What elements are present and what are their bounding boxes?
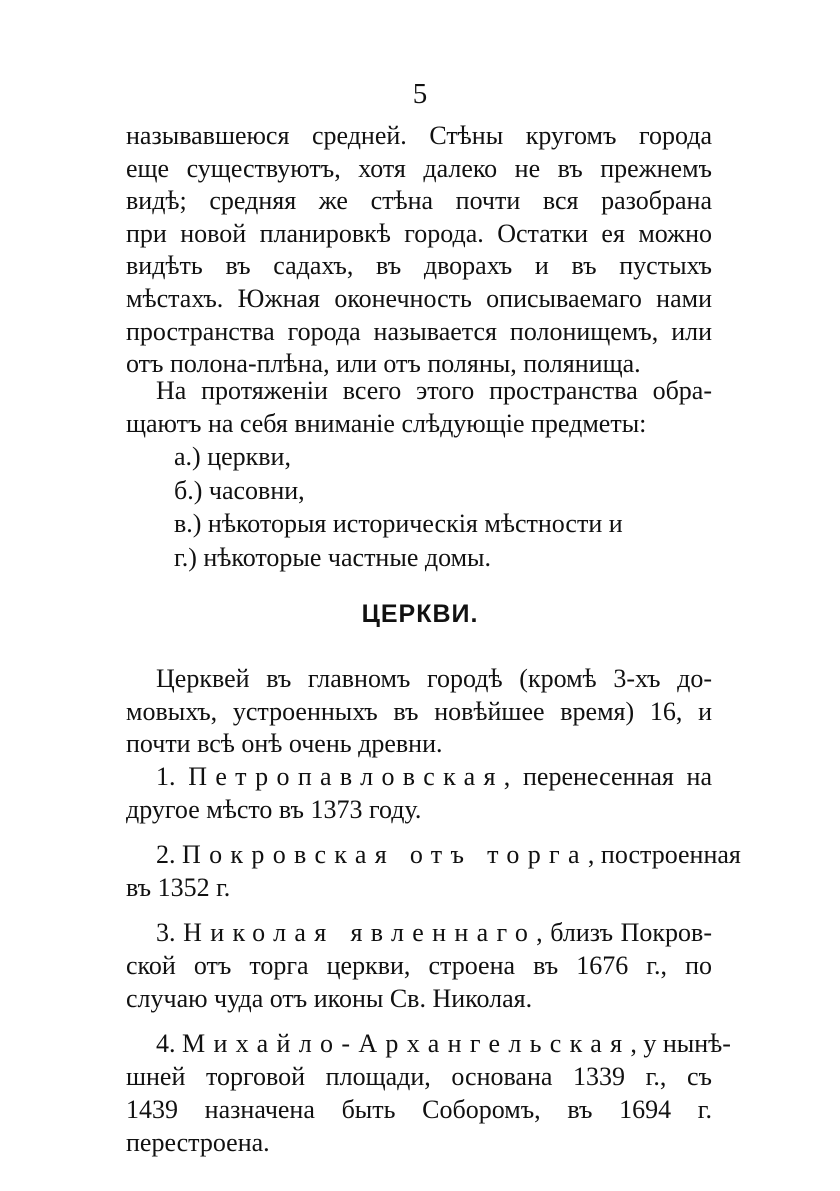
church-name: Николая явленнаго [183,918,537,947]
entry-number: 1. [156,762,176,791]
text-line: шней торговой площади, основана 1339 г., съ [126,1062,712,1091]
paragraph-churches-intro [126,663,712,761]
page-number: 5 [412,78,428,110]
church-name: Михайло-Архангельская [182,1029,631,1058]
church-name: Петропавловская [188,762,504,791]
text-line: перестроена. [126,1128,270,1157]
entry-text: , перенесенная на [503,762,712,791]
church-entry [126,1027,731,1159]
list-item: в.) нѣкоторыя историческія мѣстности и [174,509,623,538]
text-line: случаю чуда отъ иконы Св. Николая. [126,984,533,1013]
text-line: отъ полона-плѣна, или отъ поляны, полянища. [126,349,641,379]
church-entry [126,916,712,1015]
entry-text: , у нынѣ- [630,1029,731,1058]
church-entry [126,760,712,826]
section-heading: ЦЕРКВИ. [361,600,479,628]
objects-list [174,440,623,574]
text-line: ской отъ торга церкви, строена въ 1676 г., по [126,951,712,980]
church-entry [126,838,741,904]
text-line [126,760,712,793]
entry-number: 4. [156,1029,176,1058]
list-item: б.) часовни, [174,475,305,505]
text-line: въ 1352 г. [126,873,231,902]
list-item: г.) нѣкоторые частные домы. [174,542,492,572]
text-line: На протяженіи всего этого пространства обра- [156,376,712,405]
text-line: почти всѣ онѣ очень древни. [126,729,443,759]
text-line: мовыхъ, устроенныхъ въ новѣйшее время) 16, и [126,696,712,726]
text-line: Церквей въ главномъ городѣ (кромѣ 3-хъ до- [156,664,712,693]
church-name: Покровская отъ торга [182,840,588,869]
text-line [126,1027,731,1060]
paragraph-city-walls [126,120,712,381]
text-line: видѣ; средняя же стѣна почти вся разобрана [126,186,712,216]
entry-text: , близъ Покров- [536,918,712,947]
text-line: пространства города называется полонищемъ, или [126,316,712,346]
text-line: другое мѣсто въ 1373 году. [126,795,422,824]
paragraph-objects [126,375,712,440]
text-line: видѣть въ садахъ, въ дворахъ и въ пустыхъ [126,251,712,281]
text-line: называвшеюся средней. Стѣны кругомъ города [126,121,712,150]
entry-number: 3. [156,918,176,947]
text-line: при новой планировкѣ города. Остатки ея можно [126,218,712,248]
list-item: а.) церкви, [174,442,291,471]
text-line: мѣстахъ. Южная оконечность описываемаго нами [126,283,712,313]
text-line [126,916,712,949]
text-line: 1439 назначена быть Соборомъ, въ 1694 г. [126,1095,712,1124]
text-line: еще существуютъ, хотя далеко не въ прежнемъ [126,153,712,183]
entry-number: 2. [156,840,176,869]
text-line: щаютъ на себя вниманіе слѣдующіе предметы: [126,408,647,438]
text-line [126,838,741,871]
entry-text: , построенная [587,840,741,869]
church-entries [126,760,741,1171]
